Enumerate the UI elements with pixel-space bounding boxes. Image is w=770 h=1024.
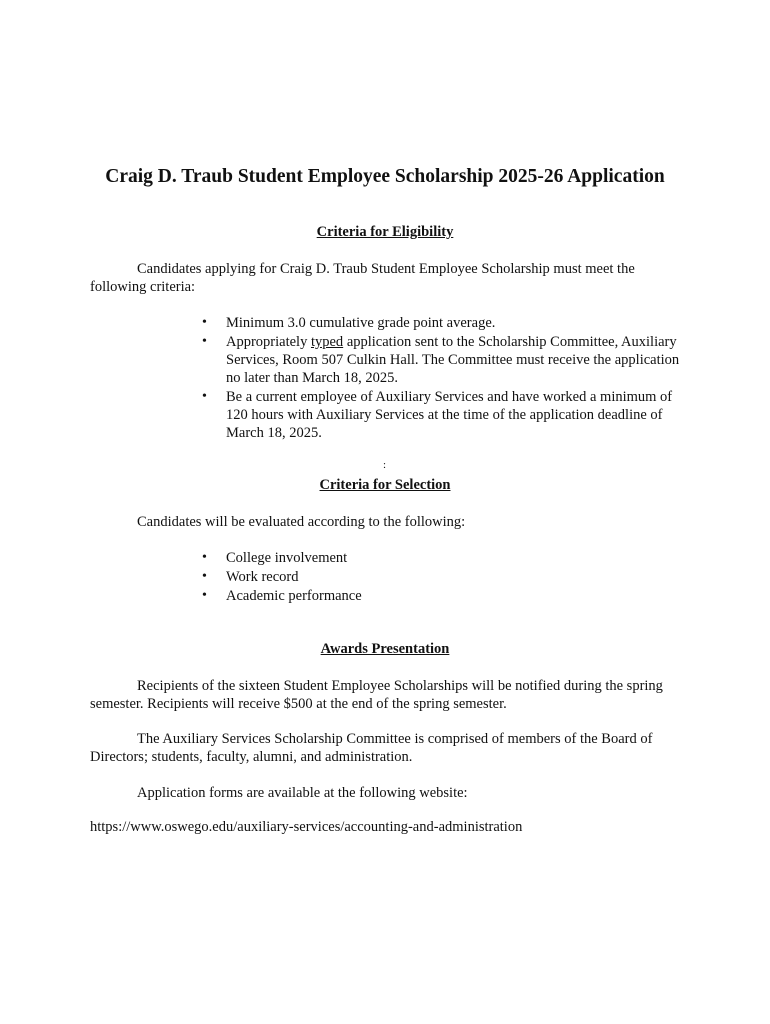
list-item: [200, 314, 690, 332]
eligibility-heading: Criteria for Eligibility: [316, 224, 454, 240]
bullet-icon: •: [202, 588, 207, 603]
page-title: Craig D. Traub Student Employee Scholarship 2025-26 Application: [105, 166, 665, 187]
awards-heading: Awards Presentation: [320, 641, 450, 657]
typed-emphasis: typed: [310, 334, 344, 350]
list-item: [200, 568, 690, 586]
selection-item-text: Academic performance: [226, 588, 362, 604]
selection-heading: Criteria for Selection: [319, 477, 451, 493]
awards-paragraph-1: Recipients of the sixteen Student Employee Scholarships will be notified during the spring semester. Recipients will receive $500 at the end of the spring semester.: [90, 678, 663, 712]
list-item: [200, 587, 690, 605]
stray-mark: :: [383, 459, 387, 471]
eligibility-item-text: Be a current employee of Auxiliary Services and have worked a minimum of 120 hours with Auxiliary Services at the time of the application deadline of March 18, 2025.: [226, 389, 673, 441]
awards-paragraph-3: Application forms are available at the following website:: [137, 785, 468, 801]
bullet-icon: •: [202, 569, 207, 584]
eligibility-intro: Candidates applying for Craig D. Traub Student Employee Scholarship must meet the following criteria:: [90, 261, 635, 295]
selection-item-text: College involvement: [226, 550, 348, 566]
selection-intro: Candidates will be evaluated according to the following:: [137, 514, 466, 530]
list-item: [200, 388, 690, 442]
awards-paragraph-2: The Auxiliary Services Scholarship Committee is comprised of members of the Board of Directors; students, faculty, alumni, and administration.: [90, 731, 653, 765]
selection-list: [200, 549, 690, 606]
eligibility-item-text: Minimum 3.0 cumulative grade point average.: [226, 315, 496, 331]
bullet-icon: •: [202, 315, 207, 330]
bullet-icon: •: [202, 550, 207, 565]
eligibility-list: [200, 314, 690, 443]
application-url: https://www.oswego.edu/auxiliary-services/accounting-and-administration: [90, 819, 523, 835]
eligibility-item-text-pre: Appropriately: [226, 334, 311, 350]
eligibility-item-text-post: application sent to the Scholarship Committee, Auxiliary Services, Room 507 Culkin Hall. The Committee must receive the application no later than March 18, 2025.: [226, 334, 680, 386]
bullet-icon: •: [202, 389, 207, 404]
selection-item-text: Work record: [226, 569, 299, 585]
list-item: [200, 549, 690, 567]
list-item: [200, 333, 690, 387]
bullet-icon: •: [202, 334, 207, 349]
